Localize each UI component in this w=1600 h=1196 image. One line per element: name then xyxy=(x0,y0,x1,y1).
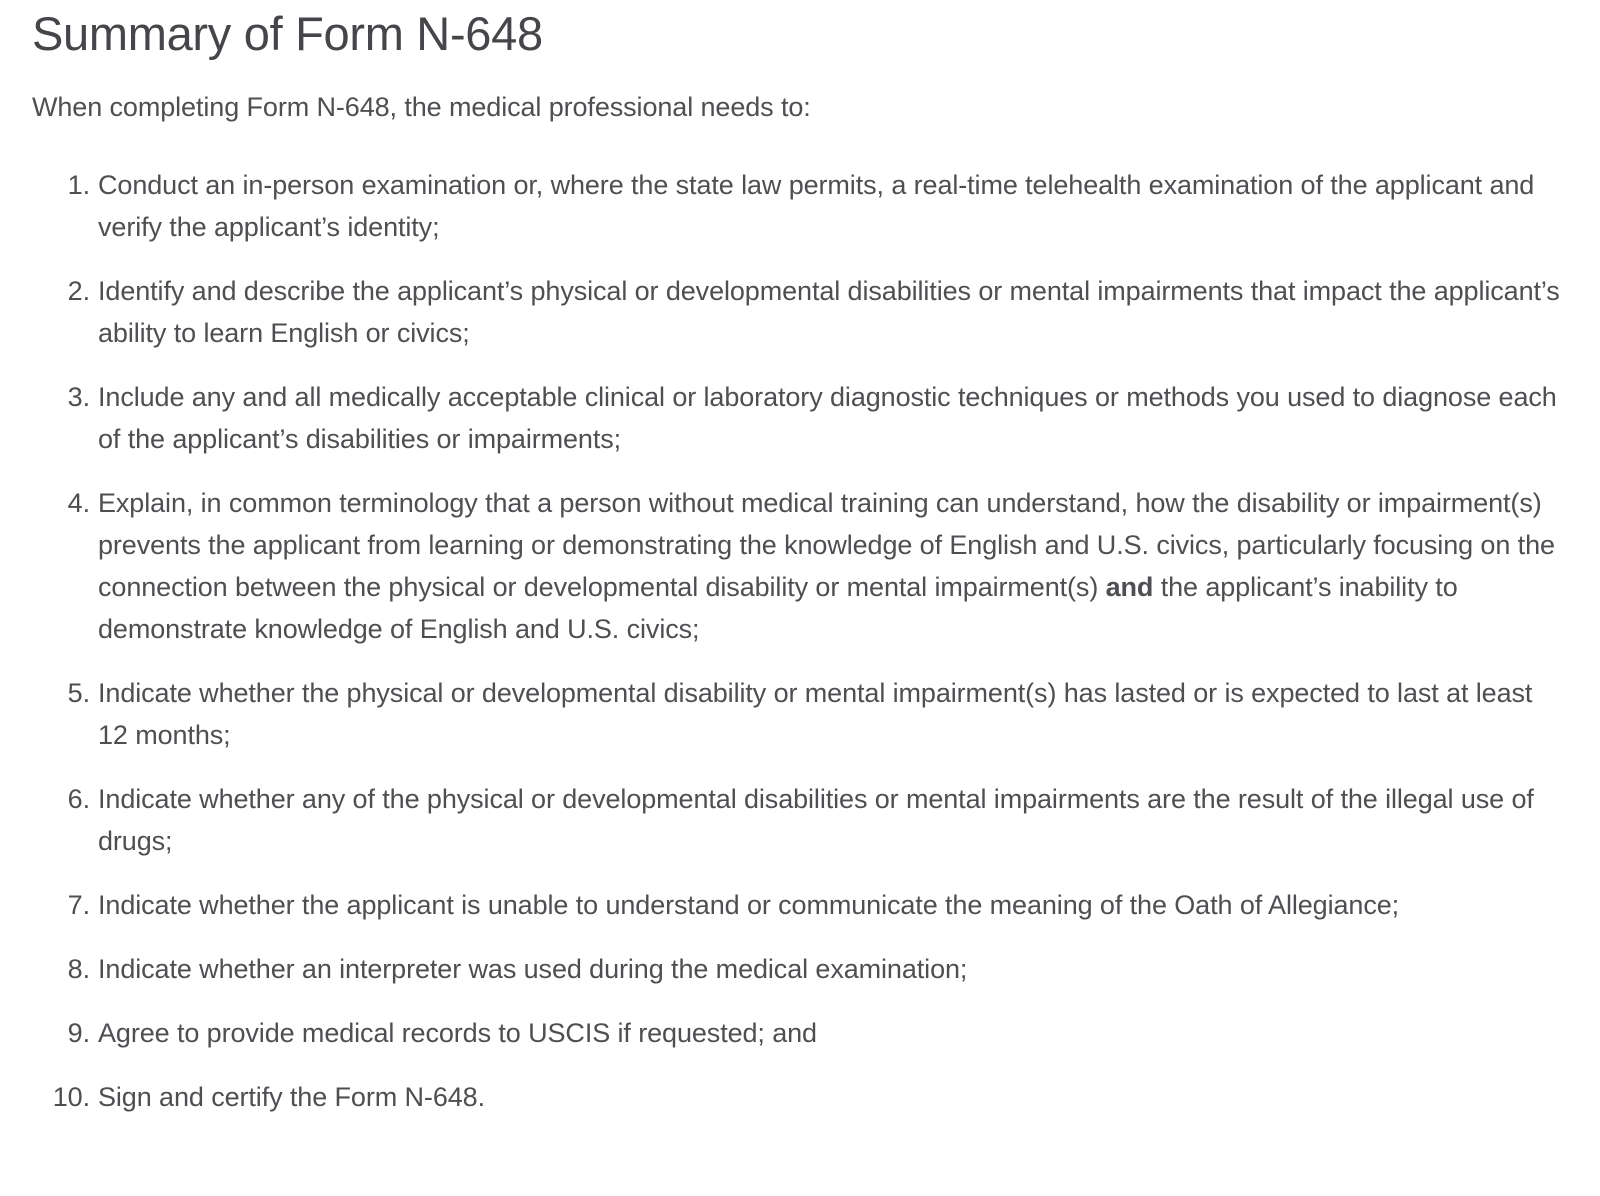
list-item-text: Indicate whether any of the physical or developmental disabilities or mental impairments are the result of the illegal use of drugs; xyxy=(98,784,1534,857)
list-item-text: Sign and certify the Form N-648. xyxy=(98,1082,485,1113)
list-item xyxy=(32,672,1560,756)
list-item xyxy=(32,164,1560,248)
list-item-text: Indicate whether an interpreter was used during the medical examination; xyxy=(98,954,968,985)
summary-list xyxy=(32,164,1560,1118)
list-item xyxy=(32,948,1560,990)
list-item-text: Conduct an in-person examination or, where the state law permits, a real-time telehealth examination of the applicant and verify the applicant’s identity; xyxy=(98,170,1535,243)
list-item-number: 7. xyxy=(67,890,90,921)
list-item-text-segment: Explain, in common terminology that a person without medical training can understand, how the disability or impairment(s) prevents the applicant from learning or demonstrating the knowledge of English and U.S. civics, particularly focusing on the connection between the physical or developmental disability or mental impairment(s) xyxy=(98,488,1555,603)
list-item-text: Include any and all medically acceptable clinical or laboratory diagnostic techniques or methods you used to diagnose each of the applicant’s disabilities or impairments; xyxy=(98,382,1557,455)
list-item-number: 5. xyxy=(67,678,90,709)
list-item-number: 2. xyxy=(67,276,90,307)
list-item-number: 4. xyxy=(67,488,90,519)
intro-paragraph: When completing Form N-648, the medical professional needs to: xyxy=(32,92,811,123)
list-item xyxy=(32,1012,1560,1054)
list-item xyxy=(32,376,1560,460)
list-item-text-segment: the applicant’s inability to demonstrate knowledge of English and U.S. civics; xyxy=(98,572,1458,645)
list-item xyxy=(32,884,1560,926)
list-item xyxy=(32,778,1560,862)
list-item xyxy=(32,1076,1560,1118)
page-title: Summary of Form N-648 xyxy=(32,7,543,60)
list-item-number: 10. xyxy=(52,1082,90,1113)
list-item-text xyxy=(98,482,1560,650)
list-item-number: 6. xyxy=(67,784,90,815)
list-item-text: Indicate whether the applicant is unable to understand or communicate the meaning of the Oath of Allegiance; xyxy=(98,890,1400,921)
list-item-text: Indicate whether the physical or developmental disability or mental impairment(s) has lasted or is expected to last at least 12 months; xyxy=(98,678,1533,751)
list-item-text: Agree to provide medical records to USCIS if requested; and xyxy=(98,1018,817,1049)
list-item-number: 8. xyxy=(67,954,90,985)
list-item-number: 1. xyxy=(67,170,90,201)
list-item xyxy=(32,270,1560,354)
list-item-number: 3. xyxy=(67,382,90,413)
list-item-text: Identify and describe the applicant’s physical or developmental disabilities or mental impairments that impact the applicant’s ability to learn English or civics; xyxy=(98,276,1560,349)
list-item xyxy=(32,482,1560,650)
list-item-number: 9. xyxy=(67,1018,90,1049)
list-item-bold-text: and xyxy=(1105,572,1154,603)
